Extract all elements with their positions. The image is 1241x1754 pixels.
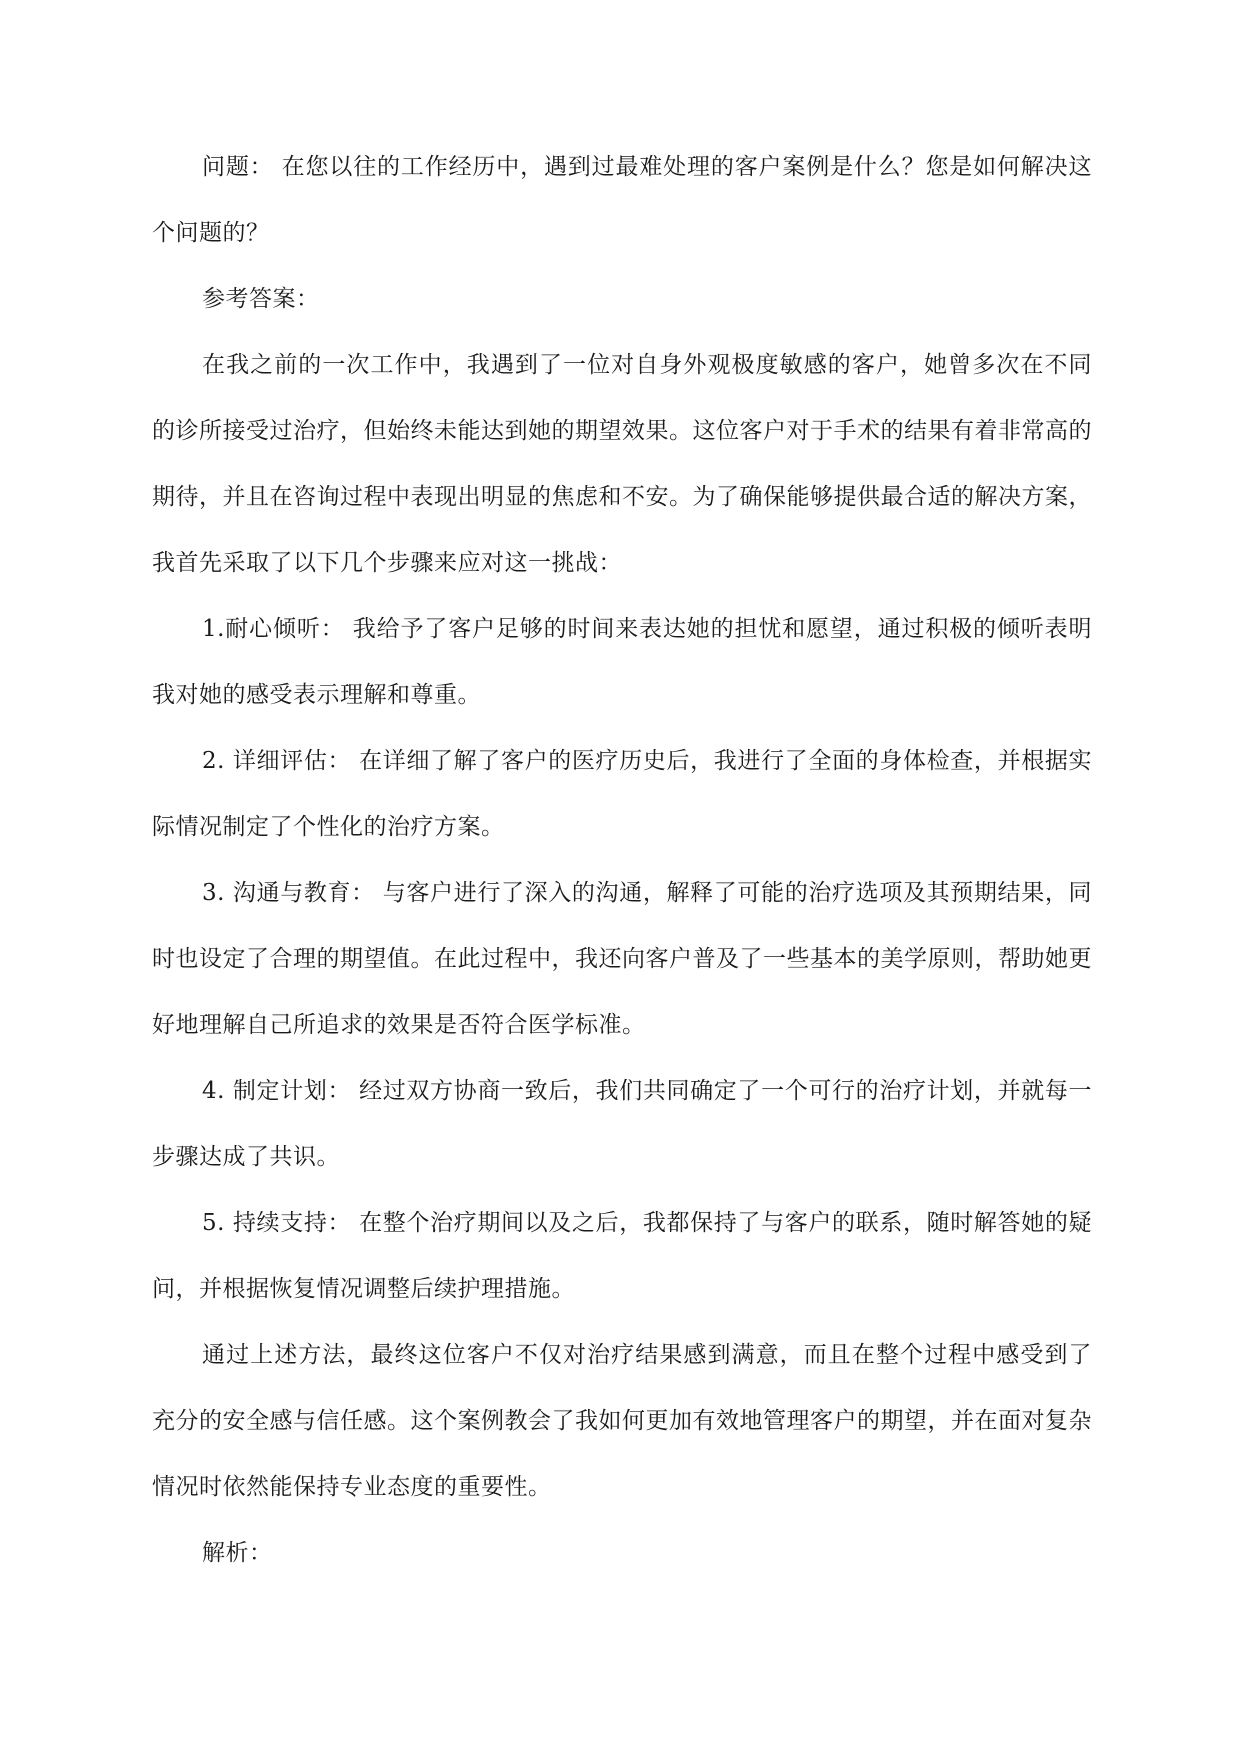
step-5-paragraph: 5. 持续支持： 在整个治疗期间以及之后，我都保持了与客户的联系，随时解答她的疑问，并根据恢复情况调整后续护理措施。 [152,1210,1092,1302]
step-4-paragraph: 4. 制定计划： 经过双方协商一致后，我们共同确定了一个可行的治疗计划，并就每一步骤达成了共识。 [152,1078,1092,1170]
step-1-paragraph: 1.耐心倾听： 我给予了客户足够的时间来表达她的担忧和愿望，通过积极的倾听表明我对她的感受表示理解和尊重。 [152,616,1092,708]
step-2-paragraph: 2. 详细评估： 在详细了解了客户的医疗历史后，我进行了全面的身体检查，并根据实际情况制定了个性化的治疗方案。 [152,748,1092,840]
analysis-heading: 解析： [202,1540,273,1566]
intro-paragraph: 在我之前的一次工作中，我遇到了一位对自身外观极度敏感的客户，她曾多次在不同的诊所接受过治疗，但始终未能达到她的期望效果。这位客户对于手术的结果有着非常高的期待，并且在咨询过程中表现出明显的焦虑和不安。为了确保能够提供最合适的解决方案，我首先采取了以下几个步骤来应对这一挑战： [152,352,1092,576]
question-paragraph: 问题： 在您以往的工作经历中，遇到过最难处理的客户案例是什么？您是如何解决这个问题的？ [152,154,1092,246]
conclusion-paragraph: 通过上述方法，最终这位客户不仅对治疗结果感到满意，而且在整个过程中感受到了充分的安全感与信任感。这个案例教会了我如何更加有效地管理客户的期望，并在面对复杂情况时依然能保持专业态度的重要性。 [152,1342,1092,1500]
document-page [152,134,1092,1586]
step-3-paragraph: 3. 沟通与教育： 与客户进行了深入的沟通，解释了可能的治疗选项及其预期结果，同时也设定了合理的期望值。在此过程中，我还向客户普及了一些基本的美学原则，帮助她更好地理解自己所追求的效果是否符合医学标准。 [152,880,1092,1038]
answer-heading: 参考答案： [202,286,320,312]
